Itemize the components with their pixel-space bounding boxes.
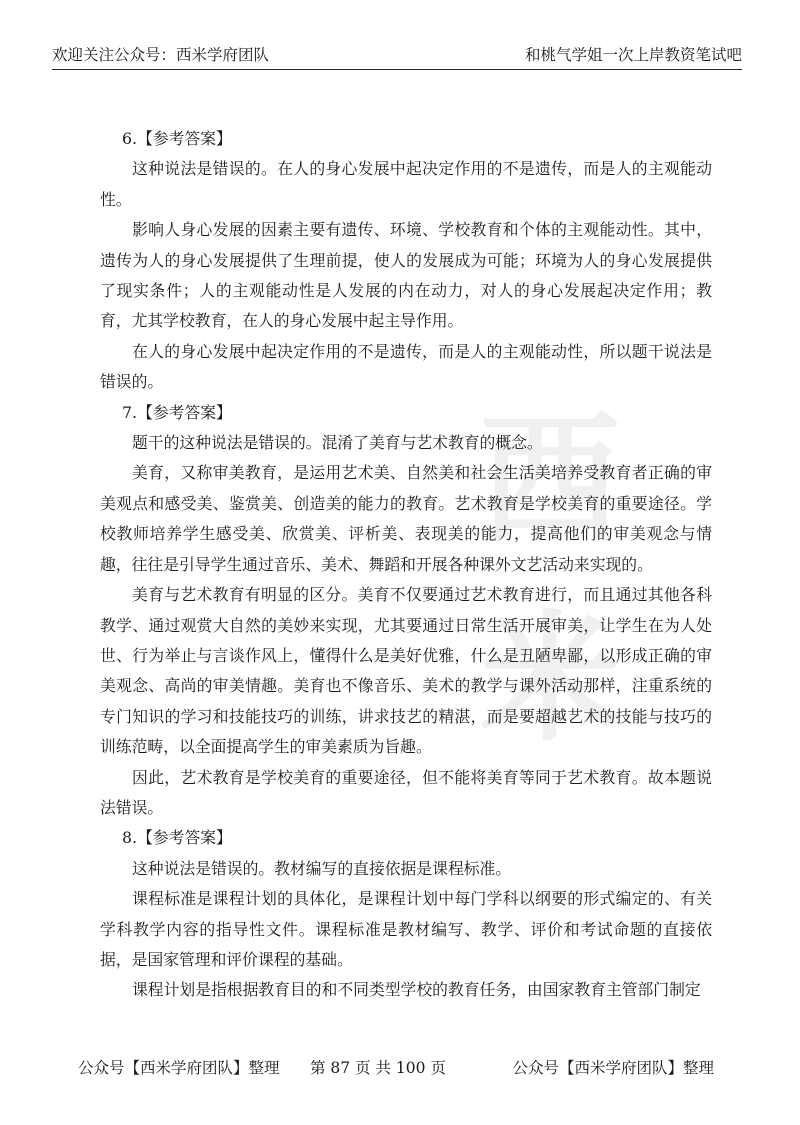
paragraph: 在人的身心发展中起决定作用的不是遗传，而是人的主观能动性，所以题干说法是错误的。 [100,341,712,392]
question-label: 6.【参考答案】 [122,129,232,148]
question-label: 8.【参考答案】 [122,828,232,848]
page-header [52,44,742,66]
watermark-logo: 西 米 [479,398,620,761]
paragraph: 美育与艺术教育有明显的区分。美育不仅要通过艺术教育进行，而且通过其他各科教学、通过观赏大自然的美妙来实现，尤其要通过日常生活开展审美，让学生在为人处世、行为举止与言谈作风上，懂得什么是美好优雅，什么是丑陋卑鄙，以形成正确的审美观念、高尚的审美情趣。美育也不像音乐、美术的教学与课外活动那样，注重系统的专门知识的学习和技能技巧的训练，讲求技艺的精湛，而是要超越艺术的技能与技巧的训练范畴，以全面提高学生的审美素质为旨趣。 [100,585,712,757]
document-body [100,124,712,1006]
header-left-text: 欢迎关注公众号：西米学府团队 [52,46,270,64]
question-label: 7.【参考答案】 [122,402,232,422]
paragraph: 这种说法是错误的。教材编写的直接依据是课程标准。 [132,858,512,878]
paragraph: 课程计划是指根据教育目的和不同类型学校的教育任务，由国家教育主管部门制定 [132,980,701,1000]
footer-left-text: 公众号【西米学府团队】整理 [78,1059,280,1077]
paragraph: 这种说法是错误的。在人的身心发展中起决定作用的不是遗传，而是人的主观能动性。 [100,159,712,209]
header-right-text: 和桃气学姐一次上岸教资笔试吧 [524,46,742,64]
page-number: 第 87 页 共 100 页 [310,1059,446,1077]
paragraph: 美育，又称审美教育，是运用艺术美、自然美和社会生活美培养受教育者正确的审美观点和感受美、鉴赏美、创造美的能力的教育。艺术教育是学校美育的重要途径。学校教师培养学生感受美、欣赏美、评析美、表现美的能力，提高他们的审美观念与情趣，往往是引导学生通过音乐、美术、舞蹈和开展各种课外文艺活动来实现的。 [100,463,712,574]
paragraph: 因此，艺术教育是学校美育的重要途径，但不能将美育等同于艺术教育。故本题说法错误。 [100,767,712,817]
paragraph: 影响人身心发展的因素主要有遗传、环境、学校教育和个体的主观能动性。其中，遗传为人的身心发展提供了生理前提，使人的发展成为可能；环境为人的身心发展提供了现实条件；人的主观能动性是人发展的内在动力，对人的身心发展起决定作用；教育，尤其学校教育，在人的身心发展中起主导作用。 [100,220,712,331]
paragraph: 课程标准是课程计划的具体化，是课程计划中每门学科以纲要的形式编定的、有关学科教学内容的指导性文件。课程标准是教材编写、教学、评价和考试命题的直接依据，是国家管理和评价课程的基础。 [100,889,712,969]
header-divider [52,69,742,70]
page-footer [78,1057,714,1079]
paragraph: 题干的这种说法是错误的。混淆了美育与艺术教育的概念。 [132,433,543,453]
footer-right-text: 公众号【西米学府团队】整理 [512,1059,714,1077]
